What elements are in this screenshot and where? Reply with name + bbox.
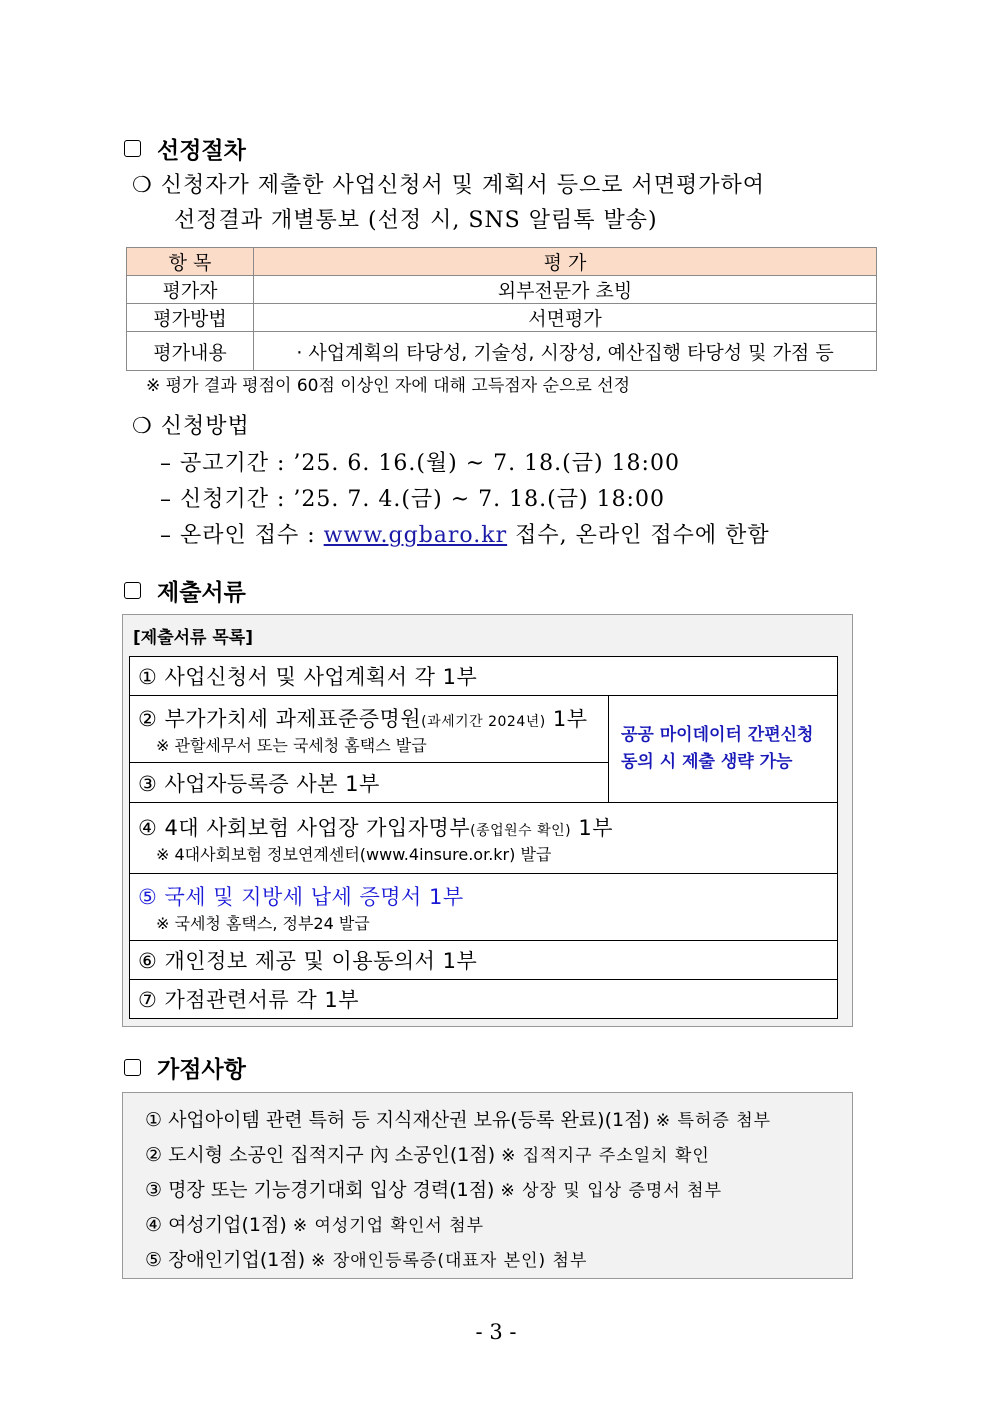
item4-note: ※ 4대사회보험 정보연계센터(www.4insure.or.kr) 발급	[156, 844, 552, 864]
row-value: · 사업계획의 타당성, 기술성, 시장성, 예산집행 타당성 및 가점 등	[254, 332, 877, 371]
document-item-3: ③ 사업자등록증 사본 1부	[130, 763, 609, 803]
application-heading: ❍ 신청방법	[132, 414, 250, 439]
item2-main: ② 부가가치세 과제표준증명원	[138, 706, 422, 731]
bonus-main: ⑤ 장애인기업(1점)	[145, 1249, 306, 1271]
online-suffix: 접수, 온라인 접수에 한함	[515, 523, 770, 548]
bonus-item	[145, 1103, 852, 1138]
section-title: 제출서류	[157, 580, 246, 606]
bonus-note: ※ 특허증 첨부	[655, 1111, 772, 1131]
row-label: 평가내용	[127, 332, 254, 371]
bonus-main: ② 도시형 소공인 집적지구 內 소공인(1점)	[145, 1144, 496, 1166]
header-item: 항 목	[127, 248, 254, 276]
apply-period: – 신청기간 : ’25. 7. 4.(금) ~ 7. 18.(금) 18:00	[160, 487, 665, 512]
bonus-note: ※ 여성기업 확인서 첨부	[292, 1216, 485, 1236]
mydata-line1: 공공 마이데이터 간편신청	[621, 725, 814, 745]
table-row	[127, 276, 877, 304]
item4-tail: 1부	[578, 815, 613, 840]
document-row	[130, 696, 838, 763]
mydata-cell	[609, 696, 838, 803]
document-row	[130, 980, 838, 1019]
table-row	[127, 332, 877, 371]
bonus-item	[145, 1208, 852, 1243]
item4-small: (종업원수 확인)	[470, 822, 572, 839]
bonus-box	[122, 1092, 853, 1279]
document-row	[130, 874, 838, 941]
document-item-2	[130, 696, 609, 763]
section-heading-bonus	[124, 1051, 246, 1084]
document-item-4	[130, 803, 838, 874]
section-heading-selection	[124, 132, 246, 165]
mydata-line2: 동의 시 제출 생략 가능	[621, 752, 793, 772]
bonus-item	[145, 1138, 852, 1173]
checkbox-square-icon	[124, 1059, 141, 1076]
ggbaro-link[interactable]: www.ggbaro.kr	[323, 523, 508, 548]
selection-note: ※ 평가 결과 평점이 60점 이상인 자에 대해 고득점자 순으로 선정	[146, 376, 631, 396]
bonus-main: ① 사업아이템 관련 특허 등 지식재산권 보유(등록 완료)(1점)	[145, 1109, 650, 1131]
document-row	[130, 941, 838, 980]
document-item-5	[130, 874, 838, 941]
bonus-item	[145, 1173, 852, 1208]
document-item-1: ① 사업신청서 및 사업계획서 각 1부	[130, 657, 838, 696]
bonus-note: ※ 장애인등록증(대표자 본인) 첨부	[311, 1251, 588, 1271]
table-header-row	[127, 248, 877, 276]
document-item-7: ⑦ 가점관련서류 각 1부	[130, 980, 838, 1019]
bonus-main: ③ 명장 또는 기능경기대회 입상 경력(1점)	[145, 1179, 495, 1201]
item2-note: ※ 관할세무서 또는 국세청 홈택스 발급	[156, 735, 427, 755]
bonus-note: ※ 집적지구 주소일치 확인	[501, 1146, 710, 1166]
item5-main: ⑤ 국세 및 지방세 납세 증명서 1부	[138, 884, 464, 909]
row-value: 외부전문가 초빙	[254, 276, 877, 304]
selection-bullet-line1: ❍ 신청자가 제출한 사업신청서 및 계획서 등으로 서면평가하여	[132, 173, 765, 198]
page-number: - 3 -	[475, 1320, 517, 1344]
selection-bullet-line2: 선정결과 개별통보 (선정 시, SNS 알림톡 발송)	[174, 208, 658, 233]
checkbox-square-icon	[124, 140, 141, 157]
online-prefix: – 온라인 접수 :	[160, 523, 316, 548]
document-row	[130, 803, 838, 874]
item2-small: (과세기간 2024년)	[421, 713, 546, 730]
bonus-main: ④ 여성기업(1점)	[145, 1214, 287, 1236]
item2-tail: 1부	[552, 706, 588, 731]
section-title: 선정절차	[157, 138, 246, 164]
header-evaluation: 평 가	[254, 248, 877, 276]
documents-table	[129, 656, 838, 1019]
row-value: 서면평가	[254, 304, 877, 332]
section-title: 가점사항	[157, 1057, 246, 1083]
row-label: 평가자	[127, 276, 254, 304]
bonus-note: ※ 상장 및 입상 증명서 첨부	[500, 1181, 722, 1201]
online-apply-line	[160, 518, 770, 549]
documents-box-title: [제출서류 목록]	[133, 628, 253, 648]
bonus-item	[145, 1243, 852, 1278]
item4-main: ④ 4대 사회보험 사업장 가입자명부	[138, 815, 471, 840]
section-heading-documents	[124, 574, 246, 607]
item5-note: ※ 국세청 홈택스, 정부24 발급	[156, 913, 370, 933]
document-item-6: ⑥ 개인정보 제공 및 이용동의서 1부	[130, 941, 838, 980]
table-row	[127, 304, 877, 332]
document-row	[130, 657, 838, 696]
notice-period: – 공고기간 : ’25. 6. 16.(월) ~ 7. 18.(금) 18:00	[160, 451, 680, 476]
evaluation-table	[126, 247, 877, 371]
row-label: 평가방법	[127, 304, 254, 332]
checkbox-square-icon	[124, 582, 141, 599]
